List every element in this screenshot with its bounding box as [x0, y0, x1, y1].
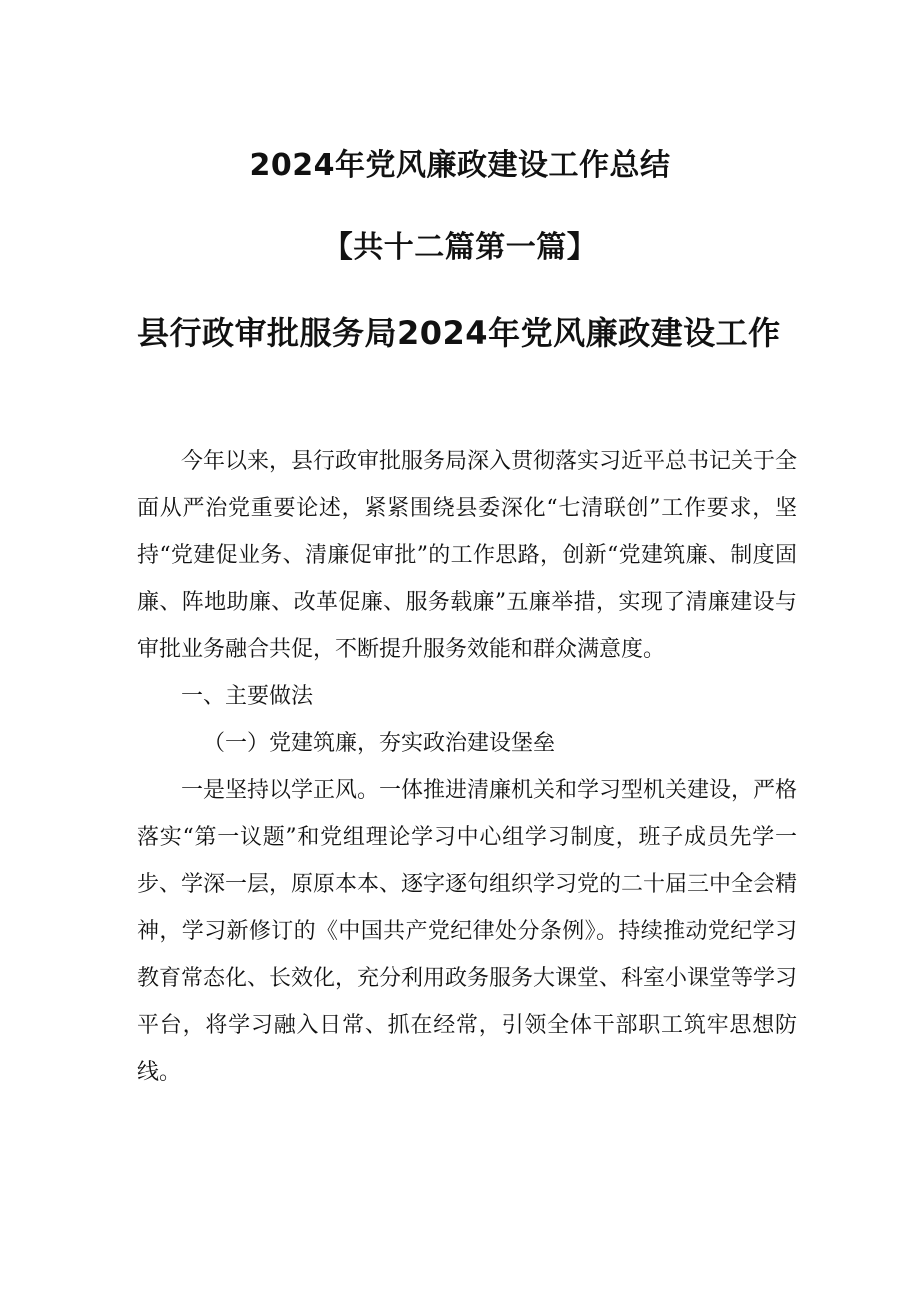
- document-subtitle: 【共十二篇第一篇】: [322, 230, 598, 265]
- document-title: 2024年党风廉政建设工作总结: [249, 148, 671, 183]
- intro-paragraph: 今年以来，县行政审批服务局深入贯彻落实习近平总书记关于全面从严治党重要论述，紧紧围绕县委深化“七清联创”工作要求，坚持“党建促业务、清廉促审批”的工作思路，创新“党建筑廉、制度固廉、阵地助廉、改革促廉、服务载廉”五廉举措，实现了清廉建设与审批业务融合共促，不断提升服务效能和群众满意度。: [137, 449, 798, 662]
- practice-paragraph: 一是坚持以学正风。一体推进清廉机关和学习型机关建设，严格落实“第一议题”和党组理论学习中心组学习制度，班子成员先学一步、学深一层，原原本本、逐字逐句组织学习党的二十届三中全会精神，学习新修订的《中国共产党纪律处分条例》。持续推动党纪学习教育常态化、长效化，充分利用政务服务大课堂、科室小课堂等学习平台，将学习融入日常、抓在经常，引领全体干部职工筑牢思想防线。: [137, 778, 798, 1085]
- heading-main-practices: 一、主要做法: [181, 684, 314, 709]
- document-body: [137, 438, 797, 1096]
- subheading-party-building: （一）党建筑廉，夯实政治建设堡垒: [203, 731, 556, 756]
- section-title: 县行政审批服务局2024年党风廉政建设工作: [137, 314, 781, 352]
